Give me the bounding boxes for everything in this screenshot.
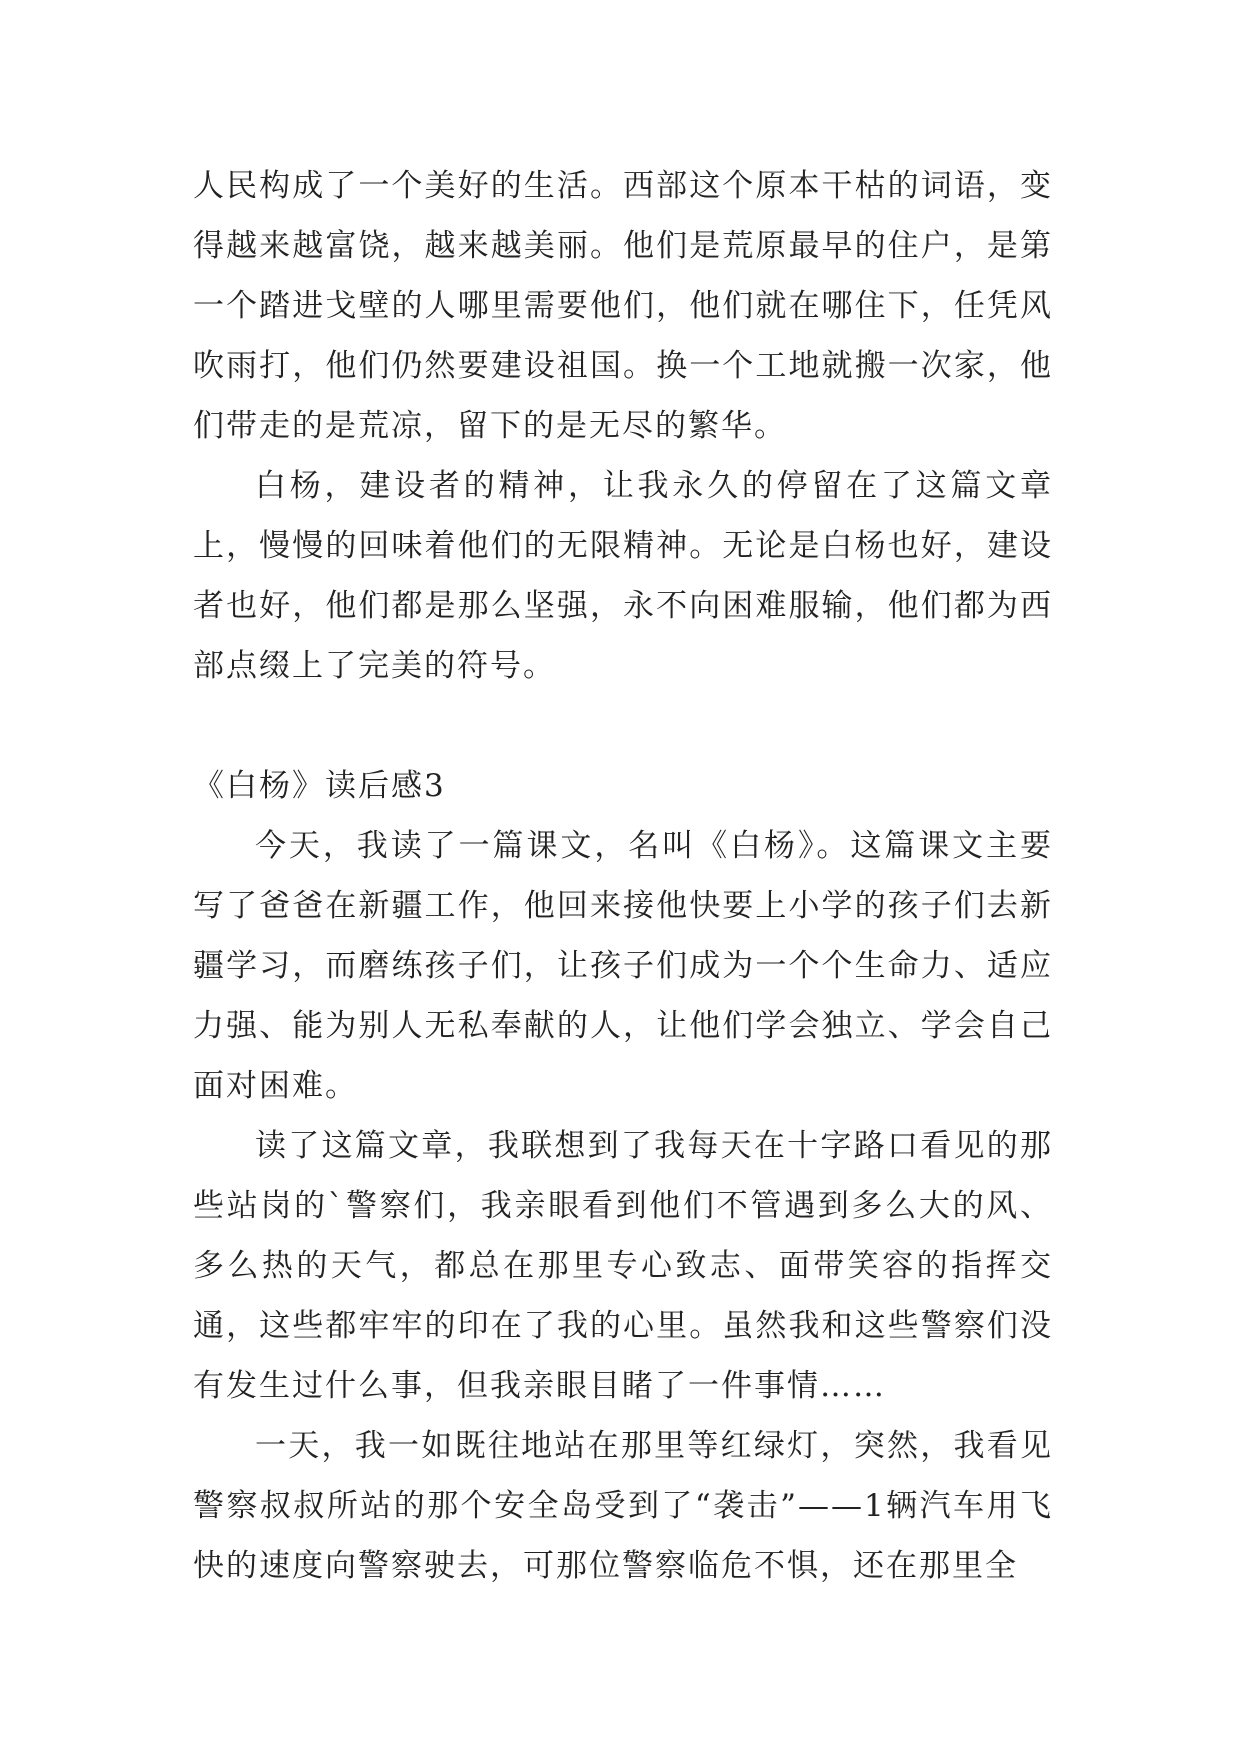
section-title: 《白杨》读后感3 xyxy=(193,768,446,804)
paragraph-police-reflection: 读了这篇文章，我联想到了我每天在十字路口看见的那些站岗的`警察们，我亲眼看到他们不管遇到多么大的风、多么热的天气，都总在那里专心致志、面带笑容的指挥交通，这些都牢牢的印在了我的心里。虽然我和这些警察们没有发生过什么事，但我亲眼目睹了一件事情…… xyxy=(193,1128,1053,1404)
paragraph-incident: 一天，我一如既往地站在那里等红绿灯，突然，我看见警察叔叔所站的那个安全岛受到了“袭击”——1辆汽车用飞快的速度向警察驶去，可那位警察临危不惧，还在那里全 xyxy=(193,1428,1053,1584)
paragraph-continued: 人民构成了一个美好的生活。西部这个原本干枯的词语，变得越来越富饶，越来越美丽。他们是荒原最早的住户，是第一个踏进戈壁的人哪里需要他们，他们就在哪住下，任凭风吹雨打，他们仍然要建设祖国。换一个工地就搬一次家，他们带走的是荒凉，留下的是无尽的繁华。 xyxy=(193,168,1053,444)
paragraph-baiyang-spirit: 白杨，建设者的精神，让我永久的停留在了这篇文章上，慢慢的回味着他们的无限精神。无论是白杨也好，建设者也好，他们都是那么坚强，永不向困难服输，他们都为西部点缀上了完美的符号。 xyxy=(193,468,1053,684)
document-body xyxy=(193,156,1053,1596)
paragraph-lesson-summary: 今天，我读了一篇课文，名叫《白杨》。这篇课文主要写了爸爸在新疆工作，他回来接他快要上小学的孩子们去新疆学习，而磨练孩子们，让孩子们成为一个个生命力、适应力强、能为别人无私奉献的人，让他们学会独立、学会自己面对困难。 xyxy=(193,828,1053,1104)
